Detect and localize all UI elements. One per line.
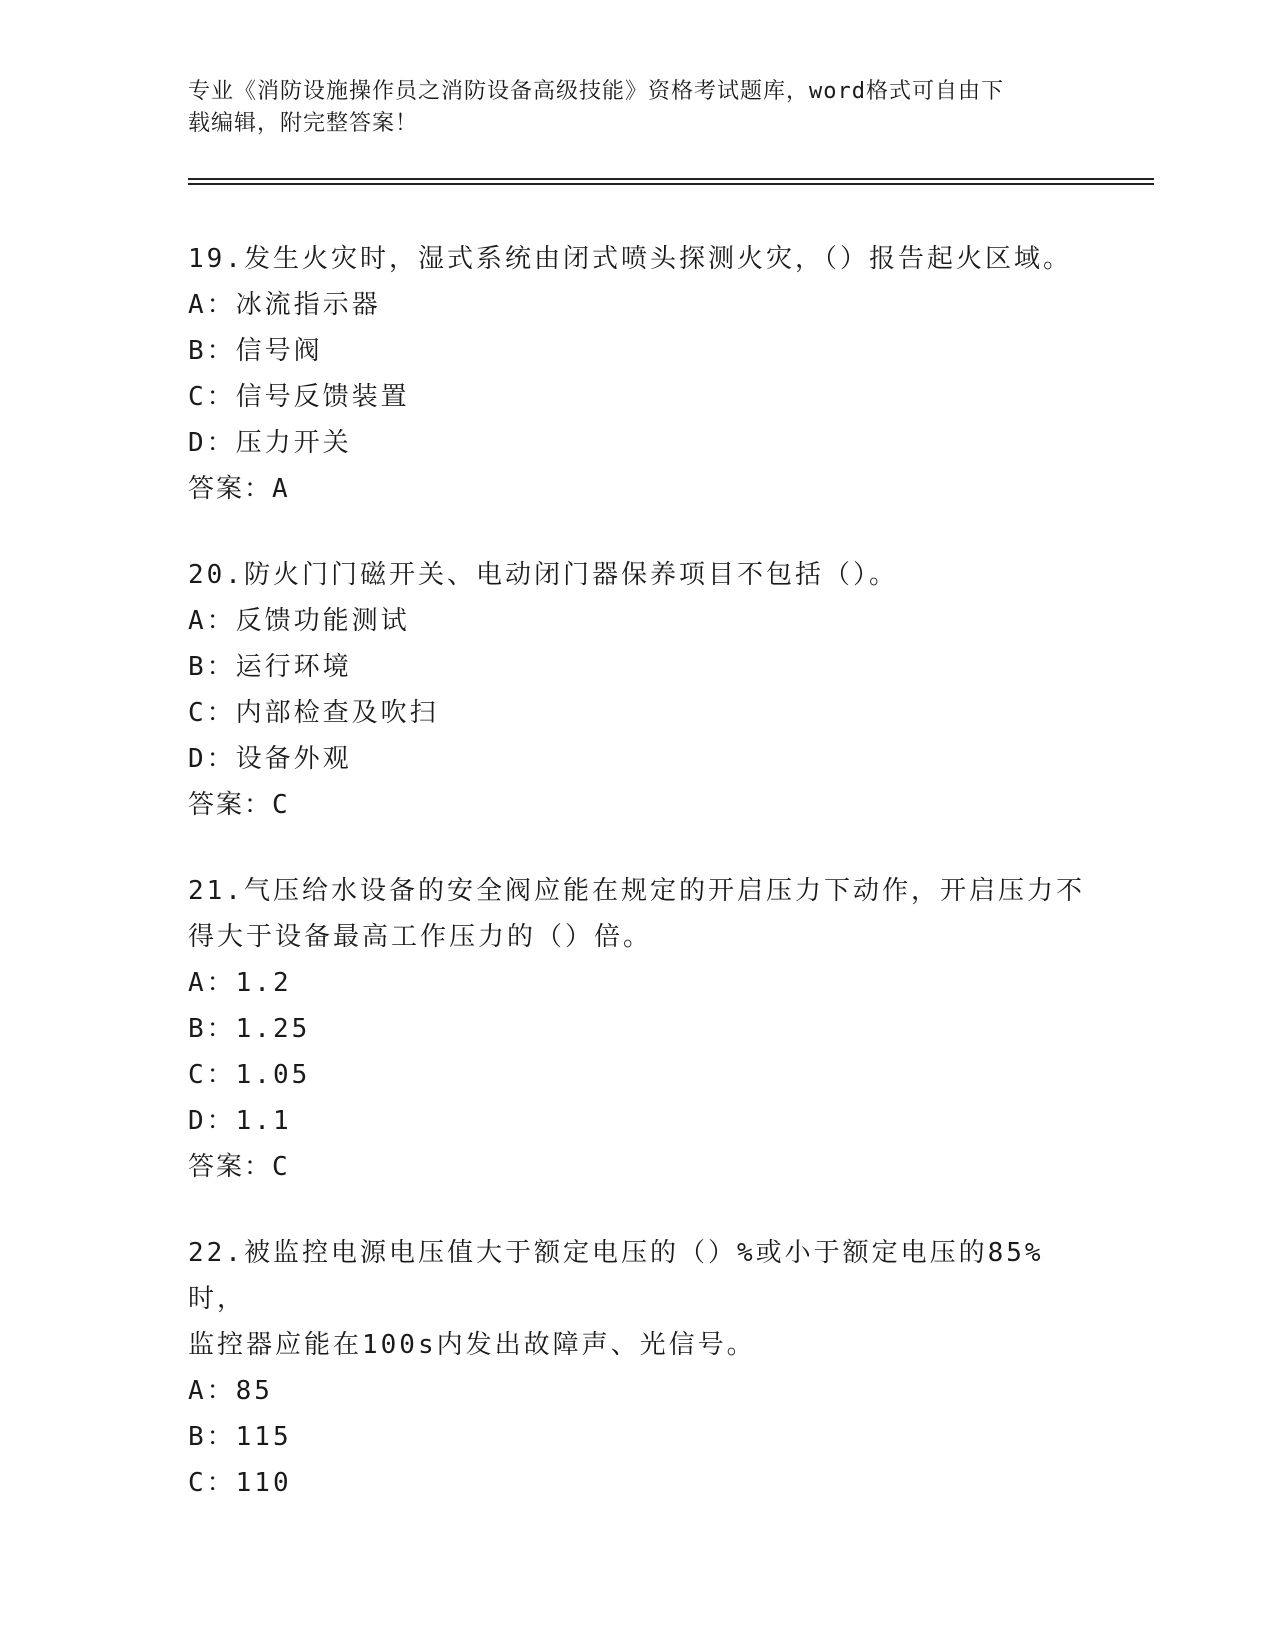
answer-line: 答案：C [188, 1152, 290, 1182]
question-stem-line-2: 监控器应能在100s内发出故障声、光信号。 [188, 1330, 756, 1360]
option-a: A：85 [188, 1376, 273, 1406]
header-divider-bottom [188, 183, 1154, 185]
option-d: D：压力开关 [188, 428, 352, 458]
question-stem-line-2: 得大于设备最高工作压力的（）倍。 [188, 922, 653, 952]
header-line-1: 专业《消防设施操作员之消防设备高级技能》资格考试题库，word格式可自由下 [188, 79, 1004, 104]
question-stem: 20.防火门门磁开关、电动闭门器保养项目不包括（）。 [188, 560, 898, 590]
header-line-2: 载编辑，附完整答案！ [188, 111, 419, 136]
question-stem: 19.发生火灾时，湿式系统由闭式喷头探测火灾，（）报告起火区域。 [188, 244, 1072, 274]
question-stem-line-1: 21.气压给水设备的安全阀应能在规定的开启压力下动作，开启压力不 [188, 876, 1085, 906]
question-22 [188, 1230, 1088, 1506]
option-b: B：信号阀 [188, 336, 323, 366]
option-c: C：110 [188, 1468, 292, 1498]
option-a: A：1.2 [188, 968, 292, 998]
option-c: C：信号反馈装置 [188, 382, 410, 412]
option-c: C：内部检查及吹扫 [188, 698, 439, 728]
question-19 [188, 236, 1088, 512]
question-20 [188, 552, 1088, 828]
answer-line: 答案：C [188, 790, 290, 820]
header-divider-top [188, 178, 1154, 180]
question-21 [188, 868, 1088, 1190]
answer-line: 答案：A [188, 474, 290, 504]
document-header [188, 76, 1088, 140]
option-d: D：设备外观 [188, 744, 352, 774]
option-b: B：115 [188, 1422, 292, 1452]
option-c: C：1.05 [188, 1060, 311, 1090]
option-b: B：运行环境 [188, 652, 352, 682]
option-b: B：1.25 [188, 1014, 311, 1044]
option-a: A：冰流指示器 [188, 290, 381, 320]
question-list [188, 236, 1088, 1546]
option-a: A：反馈功能测试 [188, 606, 410, 636]
option-d: D：1.1 [188, 1106, 292, 1136]
question-stem-line-1: 22.被监控电源电压值大于额定电压的（）%或小于额定电压的85%时， [188, 1238, 1044, 1314]
